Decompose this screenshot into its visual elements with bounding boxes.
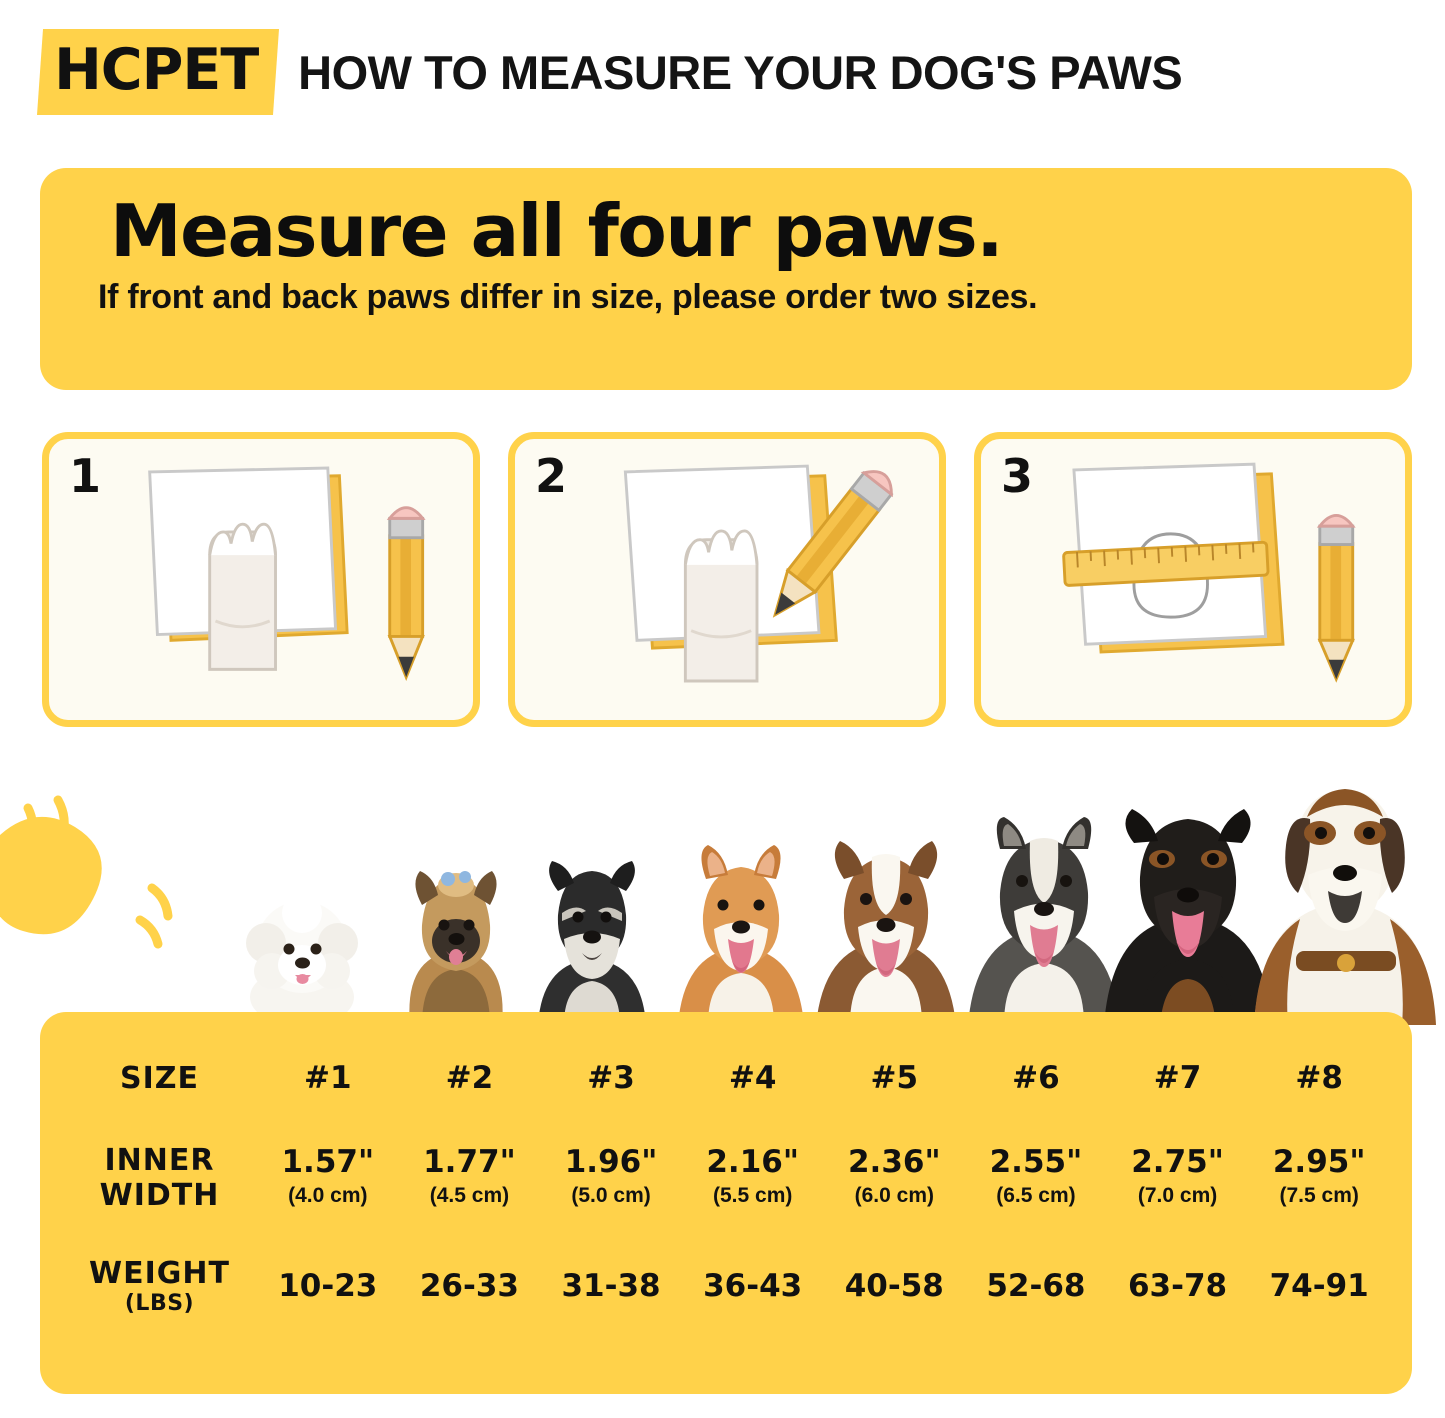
size-cell-8: #8 [1295, 1060, 1343, 1096]
brand-name: HCPET [54, 36, 259, 103]
size-table [62, 1038, 1390, 1334]
row-label-weight [62, 1238, 257, 1334]
dog-schnauzer [524, 857, 660, 1025]
weight-cell-3: 31-38 [561, 1268, 661, 1304]
measure-banner [40, 168, 1412, 390]
size-cell-7: #7 [1153, 1060, 1202, 1096]
inner-width-cm-3: (5.0 cm) [571, 1184, 651, 1208]
dog-australian-shepherd [806, 835, 966, 1025]
inner-width-cell-2 [399, 1118, 541, 1238]
row-label-width: WIDTH [99, 1178, 220, 1213]
inner-width-cell-3 [540, 1118, 682, 1238]
inner-width-in-2: 1.77" [423, 1144, 516, 1181]
inner-width-cell-8 [1248, 1118, 1390, 1238]
inner-width-in-8: 2.95" [1272, 1144, 1366, 1181]
inner-width-in-4: 2.16" [706, 1144, 799, 1181]
dog-bichon-frise [232, 885, 372, 1025]
yellow-swoosh-decoration [0, 790, 210, 980]
inner-width-cell-4 [682, 1118, 824, 1238]
dog-size-illustration-strip [0, 760, 1445, 1025]
pencil-tracing-paw-icon [515, 439, 939, 725]
step-number-1: 1 [69, 449, 102, 503]
dog-shiba-inu [666, 843, 816, 1025]
weight-cell-1: 10-23 [278, 1268, 378, 1304]
measure-headline: Measure all four paws. [110, 189, 1003, 273]
dog-saint-bernard [1250, 773, 1440, 1025]
row-label-inner: INNER [104, 1143, 215, 1178]
inner-width-in-3: 1.96" [564, 1144, 658, 1181]
row-label-size: SIZE [119, 1060, 199, 1096]
table-row-size-header [62, 1038, 1390, 1118]
dog-yorkshire-terrier [392, 865, 520, 1025]
inner-width-in-7: 2.75" [1131, 1144, 1224, 1181]
measure-subtext: If front and back paws differ in size, please order two sizes. [98, 277, 1038, 316]
weight-cell-8: 74-91 [1269, 1268, 1369, 1304]
table-row-inner-width [62, 1118, 1390, 1238]
weight-cell-6: 52-68 [986, 1268, 1086, 1304]
row-label-inner-width [62, 1118, 257, 1238]
inner-width-cm-1: (4.0 cm) [288, 1184, 368, 1208]
inner-width-in-6: 2.55" [989, 1144, 1083, 1181]
inner-width-in-1: 1.57" [281, 1144, 375, 1181]
paw-on-paper-icon [49, 439, 473, 725]
size-cell-1: #1 [304, 1060, 352, 1096]
size-cell-3: #3 [587, 1060, 635, 1096]
size-cell-5: #5 [870, 1060, 919, 1096]
inner-width-cm-7: (7.0 cm) [1137, 1184, 1218, 1208]
row-label-weight-unit: (LBS) [124, 1291, 195, 1316]
inner-width-cm-4: (5.5 cm) [713, 1184, 793, 1208]
inner-width-cm-5: (6.0 cm) [854, 1184, 934, 1208]
step-card-2 [508, 432, 946, 727]
inner-width-cell-1 [257, 1118, 399, 1238]
page-header [40, 18, 1425, 126]
step-number-3: 3 [1001, 449, 1034, 503]
inner-width-cm-2: (4.5 cm) [429, 1184, 510, 1208]
step-card-3 [974, 432, 1412, 727]
steps-row [42, 432, 1412, 727]
inner-width-cm-8: (7.5 cm) [1279, 1184, 1359, 1208]
row-label-weight-text: WEIGHT [89, 1256, 230, 1291]
inner-width-in-5: 2.36" [847, 1144, 941, 1181]
inner-width-cm-6: (6.5 cm) [996, 1184, 1076, 1208]
weight-cell-2: 26-33 [419, 1268, 520, 1304]
size-chart-table [40, 1012, 1412, 1394]
size-cell-4: #4 [728, 1060, 777, 1096]
step-card-1 [42, 432, 480, 727]
table-row-weight [62, 1238, 1390, 1334]
size-cell-2: #2 [445, 1060, 494, 1096]
step-number-2: 2 [535, 449, 568, 503]
weight-cell-5: 40-58 [844, 1268, 944, 1304]
brand-logo-badge [37, 29, 279, 115]
inner-width-cell-6 [965, 1118, 1107, 1238]
inner-width-cell-5 [824, 1118, 966, 1238]
weight-cell-4: 36-43 [703, 1268, 803, 1304]
size-cell-6: #6 [1012, 1060, 1060, 1096]
page-title: HOW TO MEASURE YOUR DOG'S PAWS [298, 45, 1183, 99]
ruler-measuring-outline-icon [981, 439, 1405, 725]
weight-cell-7: 63-78 [1127, 1268, 1228, 1304]
inner-width-cell-7 [1107, 1118, 1249, 1238]
